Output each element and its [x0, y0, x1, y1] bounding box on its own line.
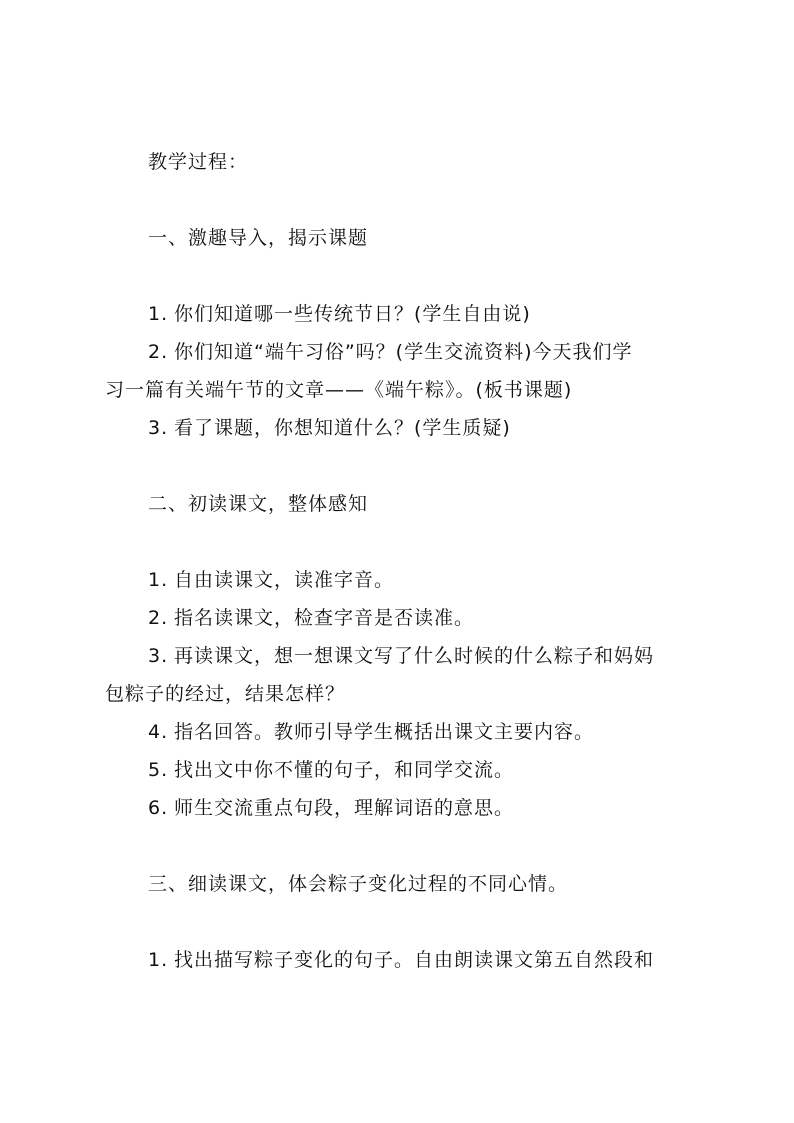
list-item-continuation: 习一篇有关端午节的文章——《端午粽》。(板书课题): [105, 379, 573, 401]
item-text: 再读课文，想一想课文写了什么时候的什么粽子和妈妈: [174, 645, 655, 667]
item-number: 1.: [148, 569, 169, 591]
item-number: 3.: [148, 645, 169, 667]
section-title: 三、细读课文，体会粽子变化过程的不同心情。: [148, 873, 569, 895]
list-item: [148, 946, 748, 974]
section-title: 二、初读课文，整体感知: [148, 493, 369, 515]
item-text: 看了课题，你想知道什么？(学生质疑): [174, 417, 511, 439]
section-title: 一、激趣导入，揭示课题: [148, 227, 369, 249]
list-item: [148, 300, 748, 328]
item-text: 找出描写粽子变化的句子。自由朗读课文第五自然段和: [174, 949, 655, 971]
item-number: 1.: [148, 303, 169, 325]
item-number: 2.: [148, 607, 169, 629]
item-number: 3.: [148, 417, 169, 439]
list-item: [148, 794, 748, 822]
list-item: [148, 566, 748, 594]
item-text: 你们知道哪一些传统节日？(学生自由说): [174, 303, 531, 325]
list-item: [148, 338, 748, 366]
item-number: 6.: [148, 797, 169, 819]
item-number: 1.: [148, 949, 169, 971]
list-item: [148, 604, 748, 632]
list-item-continuation: 包粽子的经过，结果怎样？: [105, 683, 346, 705]
item-text: 指名读课文，检查字音是否读准。: [174, 607, 475, 629]
list-item: [148, 642, 748, 670]
item-text: 找出文中你不懂的句子，和同学交流。: [174, 759, 515, 781]
item-text: 自由读课文，读准字音。: [174, 569, 395, 591]
item-number: 2.: [148, 341, 169, 363]
list-item: [148, 756, 748, 784]
list-item: [148, 414, 748, 442]
document-heading: 教学过程：: [148, 151, 249, 173]
item-number: 4.: [148, 721, 169, 743]
list-item: [148, 718, 748, 746]
item-text: 师生交流重点句段，理解词语的意思。: [174, 797, 515, 819]
item-text: 你们知道“端午习俗”吗？(学生交流资料)今天我们学: [174, 341, 633, 363]
item-number: 5.: [148, 759, 169, 781]
item-text: 指名回答。教师引导学生概括出课文主要内容。: [174, 721, 595, 743]
